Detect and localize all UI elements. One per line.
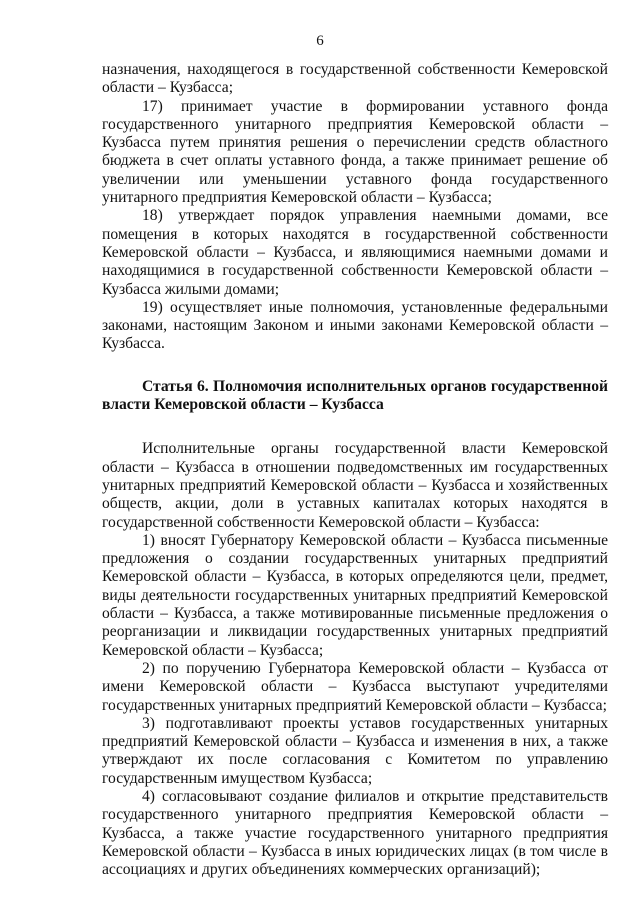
paragraph-intro: Исполнительные органы государственной власти Кемеровской области – Кузбасса в отношении подведомственных им государственных унитарных предприятий Кемеровской области – Кузбасса и хозяйственных обществ, акции, доли в уставных капиталах которых находятся в государственной собственности Кемеровской области – Кузбасса: — [102, 440, 608, 531]
page-number: 6 — [316, 33, 324, 49]
document-body — [102, 61, 608, 879]
paragraph-item-2: 2) по поручению Губернатора Кемеровской области – Кузбасса от имени Кемеровской области – Кузбасса выступают учредителями государственных унитарных предприятий Кемеровской области – Кузбасса; — [102, 659, 608, 714]
article-6-heading: Статья 6. Полномочия исполнительных органов государственной власти Кемеровской области – Кузбасса — [102, 377, 608, 414]
paragraph-item-18: 18) утверждает порядок управления наемными домами, все помещения в которых находятся в государственной собственности Кемеровской области – Кузбасса, и являющимися наемными домами и находящимися в государственной собственности Кемеровской области – Кузбасса жилыми домами; — [102, 207, 608, 298]
paragraph-item-1: 1) вносят Губернатору Кемеровской области – Кузбасса письменные предложения о создании государственных унитарных предприятий Кемеровской области – Кузбасса, в которых определяются цели, предмет, виды деятельности государственных унитарных предприятий Кемеровской области – Кузбасса, а также мотивированные письменные предложения о реорганизации и ликвидации государственных унитарных предприятий Кемеровской области – Кузбасса; — [102, 531, 608, 659]
paragraph-continuation: назначения, находящегося в государственной собственности Кемеровской области – Кузбасса; — [102, 61, 608, 97]
paragraph-item-3: 3) подготавливают проекты уставов государственных унитарных предприятий Кемеровской области – Кузбасса и изменения в них, а также утверждают их после согласования с Комитетом по управлению государственным имуществом Кузбасса; — [102, 714, 608, 787]
paragraph-item-19: 19) осуществляет иные полномочия, установленные федеральными законами, настоящим Законом и иными законами Кемеровской области – Кузбасса. — [102, 298, 608, 353]
paragraph-item-4: 4) согласовывают создание филиалов и открытие представительств государственного унитарного предприятия Кемеровской области – Кузбасса, а также участие государственного унитарного предприятия Кемеровской области – Кузбасса в иных юридических лицах (в том числе в ассоциациях и других объединениях коммерческих организаций); — [102, 787, 608, 879]
paragraph-item-17: 17) принимает участие в формировании уставного фонда государственного унитарного предприятия Кемеровской области – Кузбасса путем принятия решения о перечислении средств областного бюджета в счет оплаты уставного фонда, а также принимает решение об увеличении или уменьшении уставного фонда государственного унитарного предприятия Кемеровской области – Кузбасса; — [102, 97, 608, 207]
